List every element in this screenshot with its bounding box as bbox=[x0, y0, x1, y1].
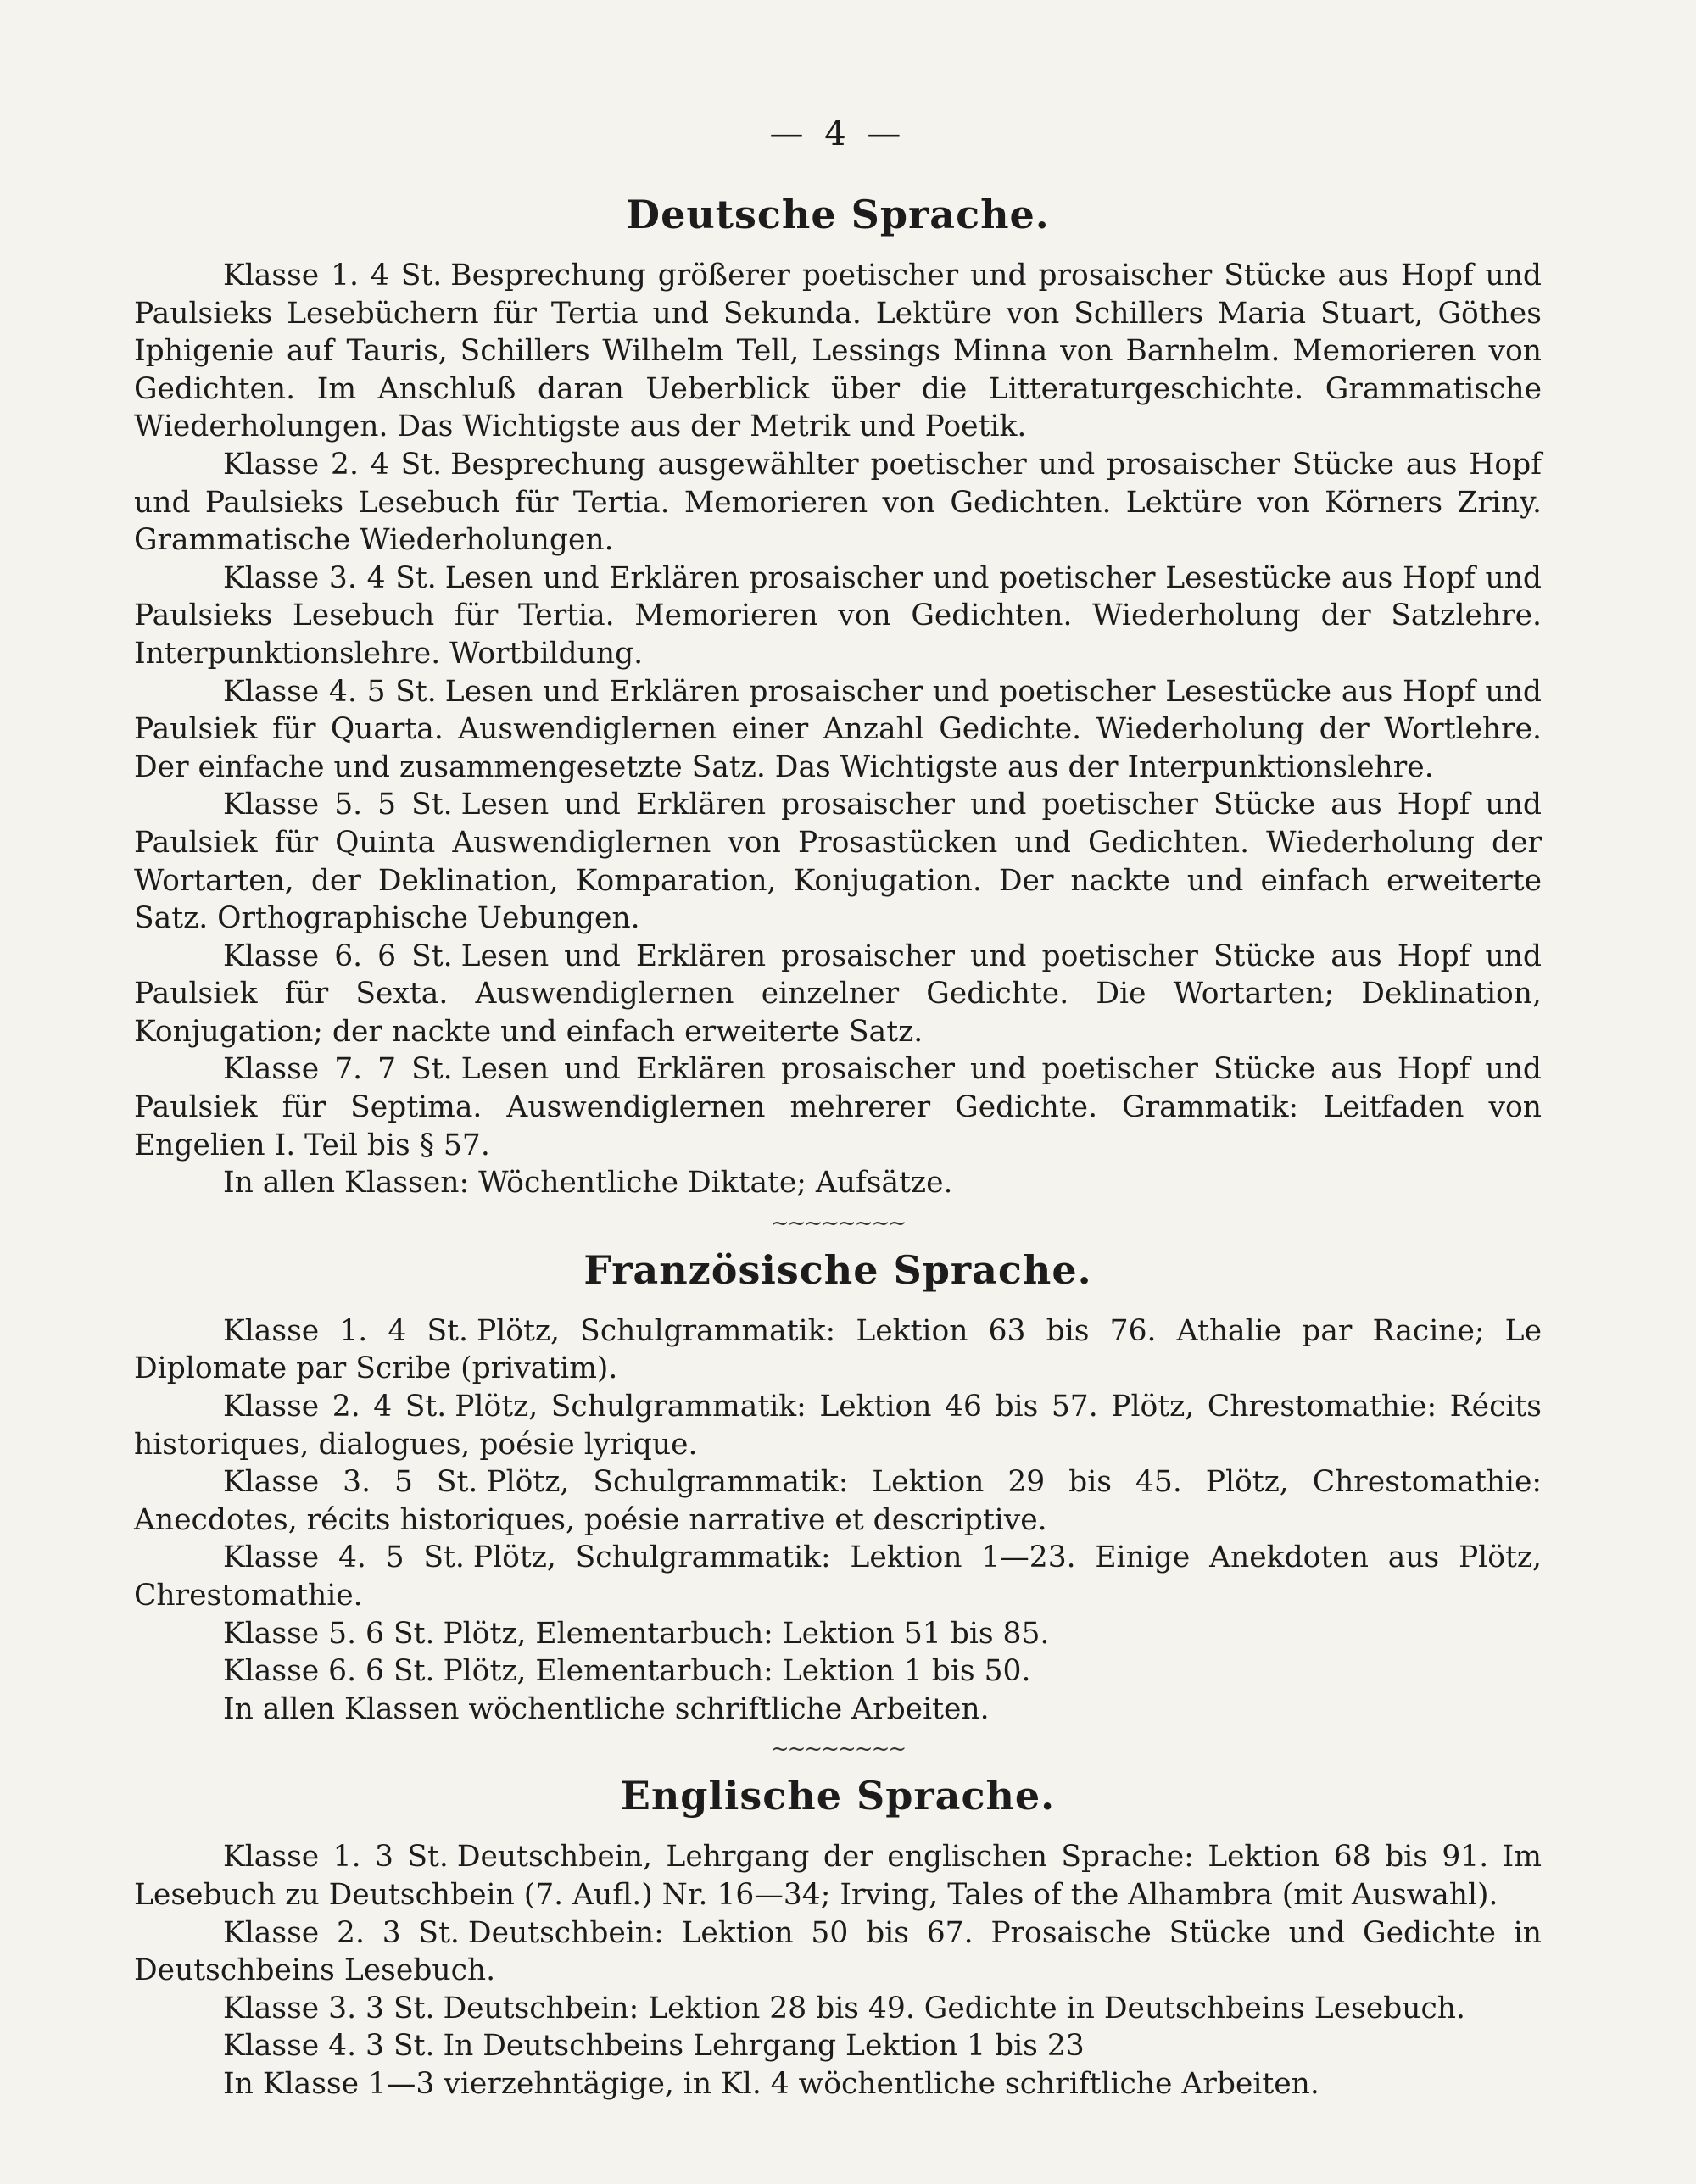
section-deutsch bbox=[134, 191, 1542, 1202]
paragraph bbox=[134, 1990, 1542, 2028]
paragraph-text: Besprechung größerer poetischer und prosaischer Stücke aus Hopf und Paulsieks Lesebüchern für Tertia und Sekunda. Lektüre von Schillers Maria Stuart, Göthes Iphigenie auf Tauris, Schillers Wilhelm Tell, Lessings Minna von Barnhelm. Memorieren von Gedichten. Im Anschluß daran Ueberblick über die Litteraturgeschichte. Grammatische Wiederholungen. Das Wichtigste aus der Metrik und Poetik. bbox=[134, 259, 1543, 444]
paragraph-text: Deutschbein: Lektion 28 bis 49. Gedichte in Deutschbeins Lesebuch. bbox=[443, 1991, 1465, 2025]
page-number: — 4 — bbox=[769, 114, 907, 153]
paragraph bbox=[134, 560, 1542, 673]
paragraph bbox=[134, 938, 1542, 1051]
class-label: Klasse 4. 3 St. bbox=[223, 2029, 435, 2064]
paragraph-text: Plötz, Schulgrammatik: Lektion 29 bis 45. Plötz, Chrestomathie: Anecdotes, récits historiques, poésie narrative et descriptive. bbox=[134, 1465, 1542, 1537]
paragraph-text: Besprechung ausgewählter poetischer und prosaischer Stücke aus Hopf und Paulsieks Lesebuch für Tertia. Memorieren von Gedichten. Lektüre von Körners Zriny. Grammatische Wiederholungen. bbox=[134, 447, 1542, 558]
class-label: Klasse 1. 4 St. bbox=[223, 1313, 468, 1348]
section-heading: Deutsche Sprache. bbox=[626, 192, 1050, 237]
paragraph-text: In allen Klassen: Wöchentliche Diktate; Aufsätze. bbox=[223, 1166, 953, 1201]
paragraph bbox=[134, 1463, 1542, 1539]
class-label: Klasse 1. 4 St. bbox=[223, 259, 443, 292]
paragraph-text: Lesen und Erklären prosaischer und poetischer Stücke aus Hopf und Paulsiek für Sexta. Auswendiglernen einzelner Gedichte. Die Wortarten; Deklination, Konjugation; der nackte und einfach erweiterte Satz. bbox=[134, 939, 1542, 1049]
paragraph-text: Plötz, Schulgrammatik: Lektion 1—23. Einige Anekdoten aus Plötz, Chrestomathie. bbox=[134, 1540, 1542, 1613]
paragraph-text: Plötz, Elementarbuch: Lektion 51 bis 85. bbox=[443, 1616, 1050, 1651]
section-divider: ~~~~~~~~ bbox=[770, 1736, 906, 1763]
paragraph bbox=[134, 2027, 1542, 2065]
class-label: Klasse 6. 6 St. bbox=[223, 1654, 435, 1689]
paragraph-text: Plötz, Schulgrammatik: Lektion 63 bis 76. Athalie par Racine; Le Diplomate par Scribe (privatim). bbox=[134, 1313, 1542, 1386]
paragraph bbox=[134, 446, 1542, 560]
class-label: Klasse 6. 6 St. bbox=[223, 939, 453, 973]
class-label: Klasse 3. 3 St. bbox=[223, 1991, 435, 2025]
paragraph bbox=[134, 257, 1542, 446]
paragraph bbox=[134, 1691, 1542, 1729]
paragraph bbox=[134, 2065, 1542, 2103]
paragraph bbox=[134, 1050, 1542, 1164]
paragraph bbox=[134, 786, 1542, 937]
paragraph bbox=[134, 1388, 1542, 1463]
paragraph-text: Deutschbein, Lehrgang der englischen Sprache: Lektion 68 bis 91. Im Lesebuch zu Deutschbein (7. Aufl.) Nr. 16—34; Irving, Tales of the Alhambra (mit Auswahl). bbox=[134, 1840, 1543, 1912]
class-label: Klasse 3. 5 St. bbox=[223, 1465, 478, 1500]
paragraph-text: In Klasse 1—3 vierzehntägige, in Kl. 4 wöchentliche schriftliche Arbeiten. bbox=[223, 2066, 1319, 2101]
paragraph-text: Lesen und Erklären prosaischer und poetischer Lesestücke aus Hopf und Paulsiek für Quarta. Auswendiglernen einer Anzahl Gedichte. Wiederholung der Wortlehre. Der einfache und zusammengesetzte Satz. Das Wichtigste aus der Interpunktionslehre. bbox=[134, 674, 1542, 784]
paragraph-text: In allen Klassen wöchentliche schriftliche Arbeiten. bbox=[223, 1691, 990, 1726]
paragraph-text: In Deutschbeins Lehrgang Lektion 1 bis 23 bbox=[443, 2029, 1085, 2064]
section-englisch bbox=[134, 1772, 1542, 2103]
class-label: Klasse 5. 5 St. bbox=[223, 788, 453, 822]
section-heading: Englische Sprache. bbox=[620, 1773, 1056, 1819]
paragraph bbox=[134, 1914, 1542, 1990]
class-label: Klasse 1. 3 St. bbox=[223, 1840, 449, 1875]
section-heading: Französische Sprache. bbox=[583, 1246, 1092, 1293]
paragraph bbox=[134, 1164, 1542, 1202]
paragraph-text: Plötz, Elementarbuch: Lektion 1 bis 50. bbox=[443, 1654, 1031, 1689]
class-label: Klasse 2. 4 St. bbox=[223, 447, 443, 482]
section-franzoesisch bbox=[134, 1246, 1542, 1729]
class-label: Klasse 2. 4 St. bbox=[223, 1390, 447, 1424]
text-column bbox=[134, 114, 1542, 2103]
paragraph-text: Deutschbein: Lektion 50 bis 67. Prosaische Stücke und Gedichte in Deutschbeins Lesebuch. bbox=[134, 1915, 1543, 1988]
class-label: Klasse 2. 3 St. bbox=[223, 1915, 460, 1950]
class-label: Klasse 3. 4 St. bbox=[223, 560, 437, 595]
paragraph-text: Lesen und Erklären prosaischer und poetischer Stücke aus Hopf und Paulsiek für Quinta Auswendiglernen von Prosastücken und Gedichten. Wiederholung der Wortarten, der Deklination, Komparation, Konjugation. Der nackte und einfach erweiterte Satz. Orthographische Uebungen. bbox=[134, 788, 1542, 936]
paragraph bbox=[134, 1312, 1542, 1388]
paragraph bbox=[134, 1615, 1542, 1653]
class-label: Klasse 5. 6 St. bbox=[223, 1616, 435, 1651]
paragraph-text: Lesen und Erklären prosaischer und poetischer Lesestücke aus Hopf und Paulsieks Lesebuch für Tertia. Memorieren von Gedichten. Wiederholung der Satzlehre. Interpunktionslehre. Wortbildung. bbox=[134, 560, 1542, 671]
paragraph bbox=[134, 673, 1542, 787]
class-label: Klasse 7. 7 St. bbox=[223, 1052, 453, 1087]
class-label: Klasse 4. 5 St. bbox=[223, 674, 437, 709]
paragraph-text: Lesen und Erklären prosaischer und poetischer Stücke aus Hopf und Paulsiek für Septima. Auswendiglernen mehrerer Gedichte. Grammatik: Leitfaden von Engelien I. Teil bis § 57. bbox=[134, 1052, 1542, 1162]
class-label: Klasse 4. 5 St. bbox=[223, 1540, 465, 1575]
section-divider: ~~~~~~~~ bbox=[770, 1210, 906, 1236]
paragraph bbox=[134, 1838, 1542, 1914]
paragraph bbox=[134, 1652, 1542, 1691]
paragraph bbox=[134, 1539, 1542, 1614]
paragraph-text: Plötz, Schulgrammatik: Lektion 46 bis 57. Plötz, Chrestomathie: Récits historiques, dialogues, poésie lyrique. bbox=[134, 1390, 1543, 1462]
